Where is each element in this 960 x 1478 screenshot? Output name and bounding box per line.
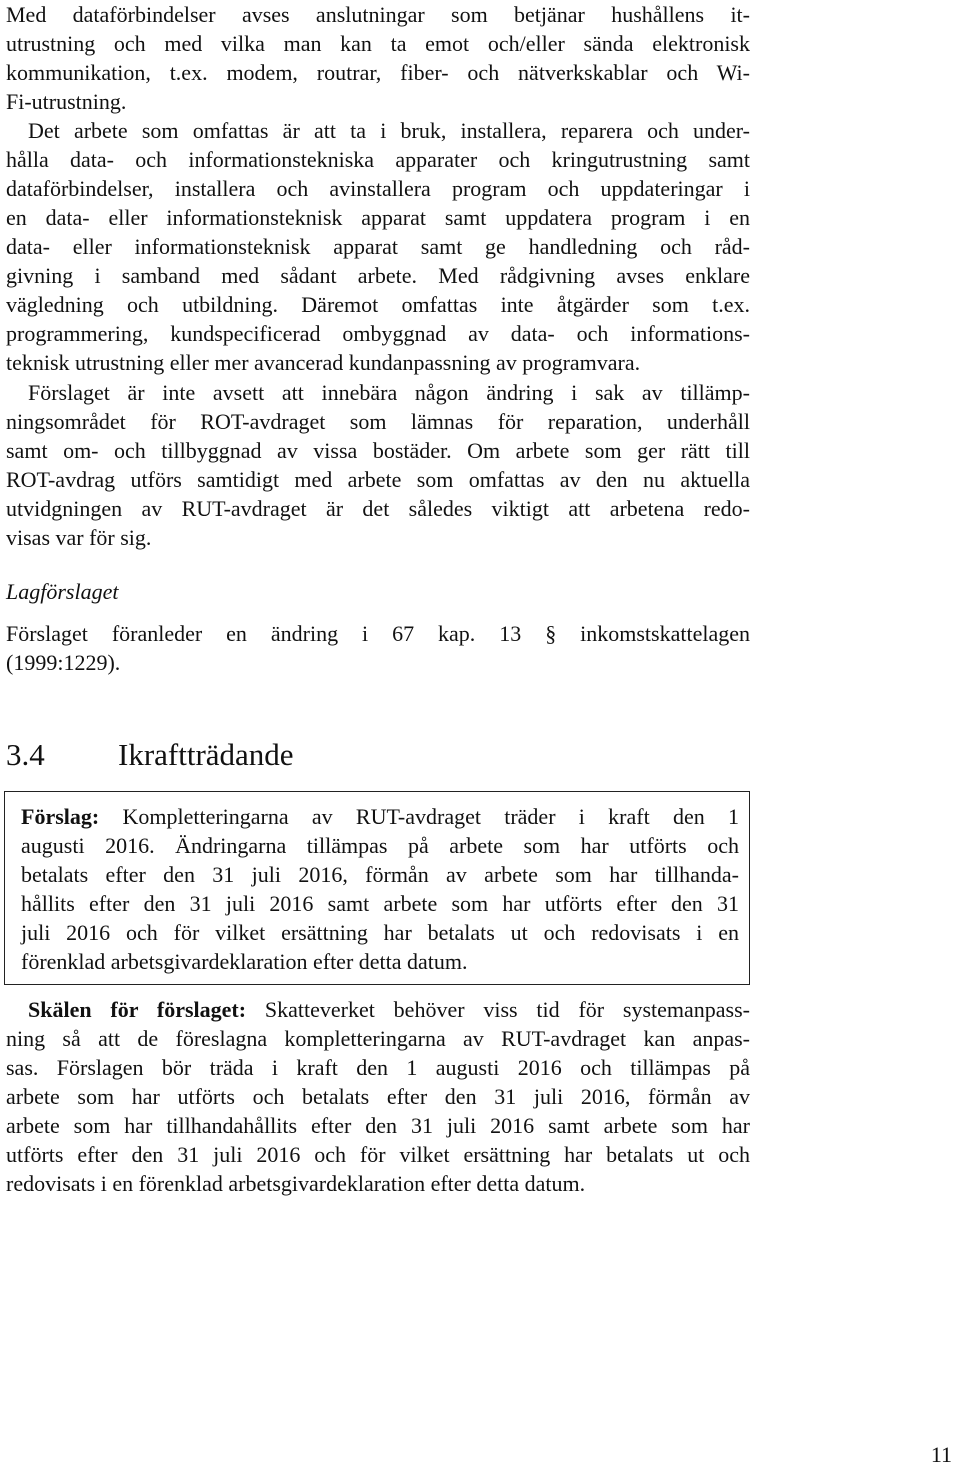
paragraph-line: Förslaget är inte avsett att innebära någon ändring i sak av tillämp- (28, 380, 750, 405)
proposal-line: betalats efter den 31 juli 2016, förmån av arbete som har tillhanda- (21, 862, 739, 887)
reasons-lead: Skälen för förslaget: (28, 997, 247, 1022)
reasons-line: sas. Förslagen bör träda i kraft den 1 augusti 2016 och tillämpas på (6, 1055, 750, 1080)
proposal-lead: Förslag: (21, 804, 100, 829)
proposal-box (4, 791, 750, 985)
reasons-text: Skatteverket behöver viss tid för systemanpass- (246, 997, 750, 1022)
paragraph-line: visas var för sig. (6, 525, 152, 550)
paragraph-line: ROT-avdrag utförs samtidigt med arbete som omfattas av den nu aktuella (6, 467, 750, 492)
paragraph-line: vägledning och utbildning. Däremot omfattas inte åtgärder som t.ex. (6, 292, 750, 317)
page-number: 11 (930, 1442, 952, 1467)
paragraph-line: programmering, kundspecificerad ombyggnad av data- och informations- (6, 321, 750, 346)
section-number: 3.4 (6, 737, 45, 772)
section-heading (6, 737, 294, 773)
paragraph-line: teknisk utrustning eller mer avancerad kundanpassning av programvara. (6, 350, 641, 375)
reasons-line: ning så att de föreslagna kompletteringarna av RUT-avdraget kan anpas- (6, 1026, 750, 1051)
proposal-line: hållits efter den 31 juli 2016 samt arbete som har utförts efter den 31 (21, 891, 739, 916)
paragraph-line: dataförbindelser, installera och avinstallera program och uppdateringar i (6, 176, 750, 201)
paragraph-line: Det arbete som omfattas är att ta i bruk, installera, reparera och under- (28, 118, 750, 143)
paragraph-line: Fi-utrustning. (6, 89, 127, 114)
paragraph-line: data- eller informationsteknisk apparat samt ge handledning och råd- (6, 234, 750, 259)
section-title: Ikraftträdande (118, 737, 294, 772)
reasons-line: arbete som har utförts och betalats efter den 31 juli 2016, förmån av (6, 1084, 750, 1109)
reasons-line: arbete som har tillhandahållits efter den 31 juli 2016 samt arbete som har (6, 1113, 750, 1138)
proposal-line: augusti 2016. Ändringarna tillämpas på arbete som har utförts och (21, 833, 739, 858)
paragraph-line: kommunikation, t.ex. modem, routrar, fiber- och nätverkskablar och Wi- (6, 60, 750, 85)
proposal-line (21, 802, 739, 831)
paragraph-line: Förslaget föranleder en ändring i 67 kap. 13 § inkomstskattelagen (6, 621, 750, 646)
paragraph-line: (1999:1229). (6, 650, 121, 675)
subheading: Lagförslaget (6, 579, 119, 604)
proposal-text: Kompletteringarna av RUT-avdraget träder i kraft den 1 (99, 804, 739, 829)
reasons-line (28, 995, 750, 1024)
reasons-line: utförts efter den 31 juli 2016 och för vilket ersättning har betalats ut och (6, 1142, 750, 1167)
paragraph-line: samt om- och tillbyggnad av vissa bostäder. Om arbete som ger rätt till (6, 438, 750, 463)
paragraph-line: ningsområdet för ROT-avdraget som lämnas för reparation, underhåll (6, 409, 750, 434)
paragraph-line: hålla data- och informationstekniska apparater och kringutrustning samt (6, 147, 750, 172)
paragraph-line: utrustning och med vilka man kan ta emot och/eller sända elektronisk (6, 31, 750, 56)
paragraph-line: utvidgningen av RUT-avdraget är det således viktigt att arbetena redo- (6, 496, 750, 521)
paragraph-line: givning i samband med sådant arbete. Med rådgivning avses enklare (6, 263, 750, 288)
paragraph-line: Med dataförbindelser avses anslutningar som betjänar hushållens it- (6, 2, 750, 27)
proposal-line: juli 2016 och för vilket ersättning har betalats ut och redovisats i en (21, 920, 739, 945)
reasons-line: redovisats i en förenklad arbetsgivardeklaration efter detta datum. (6, 1171, 586, 1196)
proposal-line: förenklad arbetsgivardeklaration efter detta datum. (21, 949, 468, 974)
paragraph-line: en data- eller informationsteknisk apparat samt uppdatera program i en (6, 205, 750, 230)
